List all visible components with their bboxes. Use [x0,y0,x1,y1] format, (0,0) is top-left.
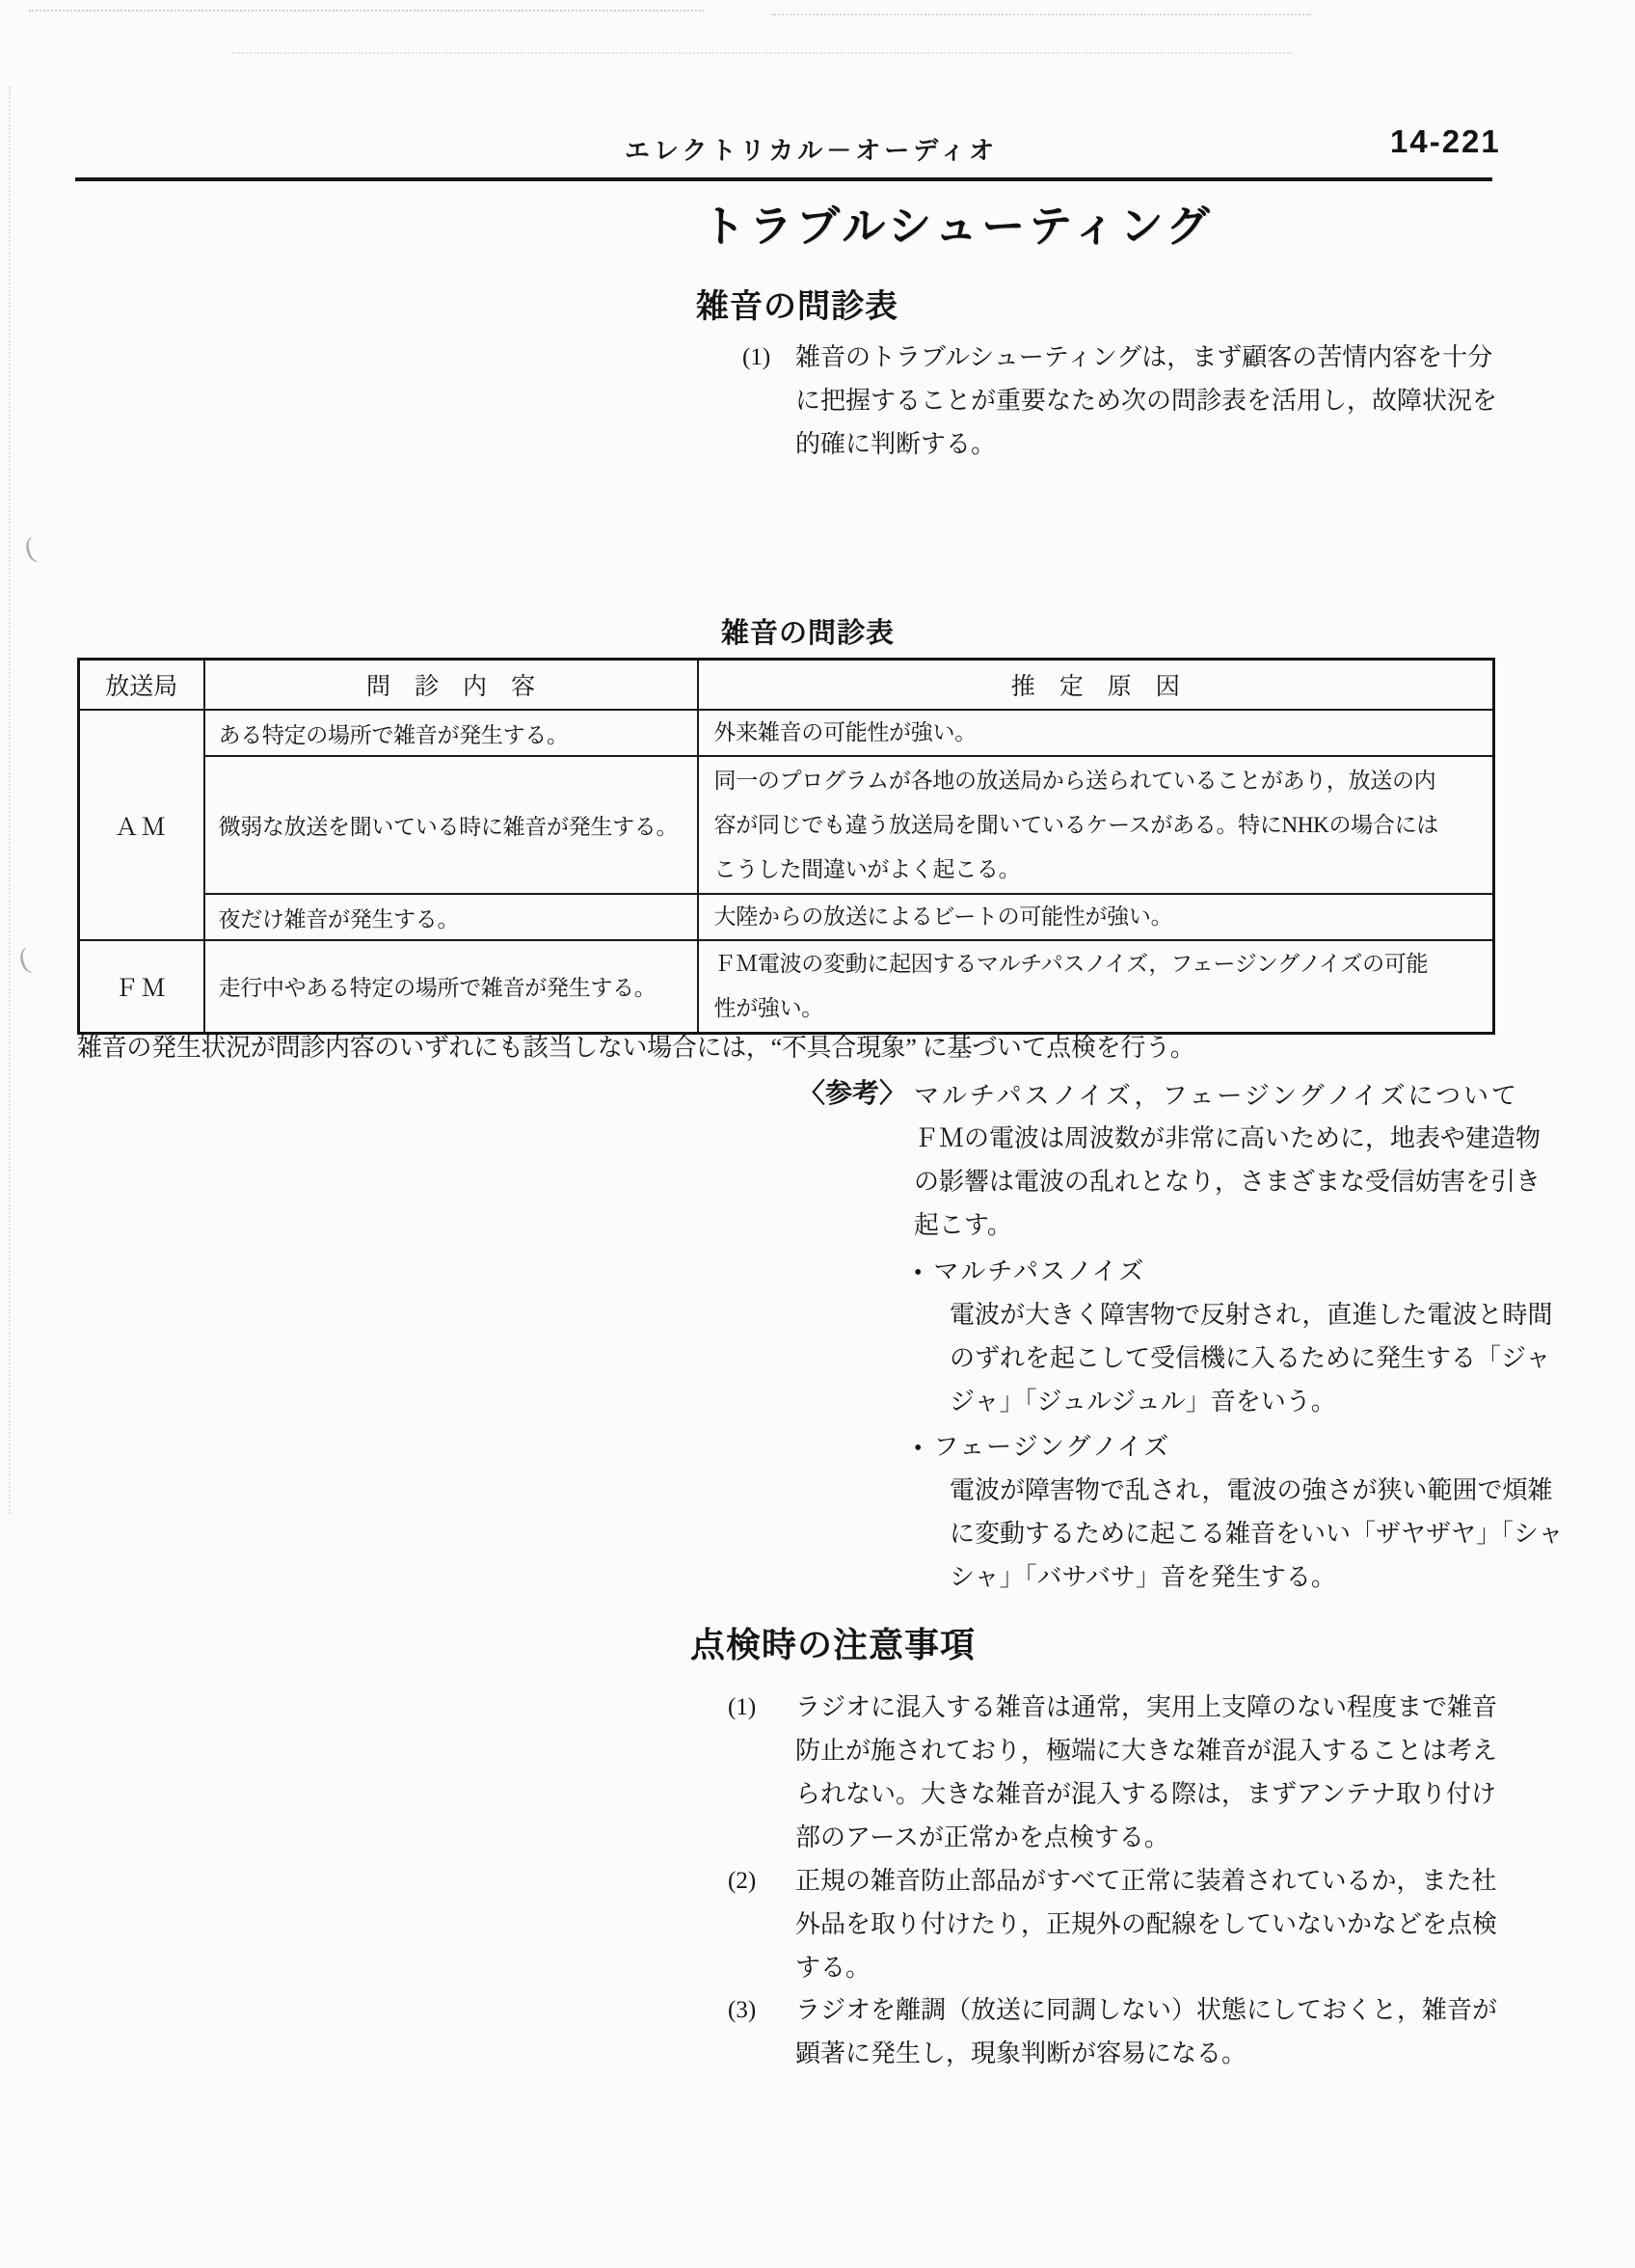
scan-smudge: ( [15,942,33,976]
reference-title: マルチパスノイズ，フェージングノイズについて [914,1082,1519,1110]
symptom-cell: 走行中やある特定の場所で雑音が発生する。 [204,940,698,1033]
text-line: ラジオを離調（放送に同調しない）状態にしておくと，雑音が [795,1996,1498,2024]
table-footnote: 雑音の発生状況が問診内容のいずれにも該当しない場合には，“不具合現象” に基づいて点検を行う。 [77,1034,1195,1062]
bullet-icon: • [914,1260,925,1285]
table-row [79,756,1494,894]
symptom-cell: 微弱な放送を聞いている時に雑音が発生する。 [204,756,698,894]
text-line: 電波が障害物で乱され，電波の強さが狭い範囲で煩雑 [950,1476,1553,1504]
list-marker: (2) [728,1868,757,1894]
inspection-item-text [795,1988,1497,2075]
text-line: ＦＭの電波は周波数が非常に高いために，地表や建造物 [914,1124,1541,1152]
scan-noise-strip [29,10,704,12]
table-row [79,940,1494,1033]
text-line: られない。大きな雑音が混入する際は，まずアンテナ取り付け [795,1780,1496,1808]
col-header-station: 放送局 [79,660,204,711]
reference-bullet-fading [914,1427,1170,1463]
text-line: 容が同じでも違う放送局を聞いているケースがある。特にNHKの場合には [713,812,1438,837]
scan-margin-artifact [9,87,11,1514]
text-line: ラジオに混入する雑音は通常，実用上支障のない程度まで雑音 [795,1693,1498,1721]
col-header-cause: 推 定 原 因 [698,660,1494,711]
text-line: 同一のプログラムが各地の放送局から送られていることがあり，放送の内 [713,768,1436,793]
text-line: 性が強い。 [713,995,824,1020]
list-marker: (1) [728,1694,757,1720]
station-cell-fm: ＦＭ [79,940,204,1033]
text-line: のずれを起こして受信機に入るために発生する「ジャ [950,1344,1551,1372]
table-row [79,894,1494,940]
scan-noise-strip [231,52,1292,54]
text-line: シャ」「バサバサ」音を発生する。 [950,1563,1336,1591]
text-line: 外品を取り付けたり，正規外の配線をしていないかなどを点検 [795,1910,1498,1938]
scan-noise-strip [771,14,1311,15]
reference-bullet-fading-body [950,1469,1563,1599]
table-caption: 雑音の問診表 [721,618,896,649]
text-line: 顕著に発生し，現象判断が容易になる。 [795,2039,1247,2067]
text-line: する。 [795,1954,871,1982]
list-marker: (1) [742,344,771,370]
cause-cell [698,756,1494,894]
text-line: に把握することが重要なため次の問診表を活用し，故障状況を [795,387,1498,415]
text-line: 的確に判断する。 [795,430,997,458]
bullet-term: フェージングノイズ [933,1433,1171,1461]
bullet-term: マルチパスノイズ [933,1257,1146,1285]
reference-label: 〈参考〉 [798,1078,907,1108]
col-header-symptom: 問 診 内 容 [204,660,698,711]
scan-smudge: ( [21,531,39,565]
intro-paragraph-text [795,336,1497,466]
text-line: 正規の雑音防止部品がすべて正常に装着されているか，また社 [795,1867,1497,1895]
text-line: 部のアースが正常かを点検する。 [795,1823,1169,1851]
page-number: 14-221 [1390,123,1501,159]
text-line: 防止が施されており，極端に大きな雑音が混入することは考え [795,1737,1498,1765]
cause-cell [698,894,1494,940]
noise-questionnaire-table [77,658,1495,1035]
bullet-icon: • [914,1436,925,1461]
reference-bullet-multipath-body [950,1293,1553,1423]
table-header-row [79,660,1494,711]
inspection-item-text [795,1859,1497,1989]
reference-intro [914,1117,1541,1247]
cause-cell [698,940,1494,1033]
reference-bullet-multipath [914,1252,1145,1287]
text-line: ＦＭ電波の変動に起因するマルチパスノイズ，フェージングノイズの可能 [713,951,1429,976]
text-line: こうした間違いがよく起こる。 [713,856,1021,881]
section-heading-questionnaire: 雑音の問診表 [696,288,898,325]
list-marker: (3) [728,1997,757,2023]
header-section-title: エレクトリカル－オーディオ [625,136,999,165]
symptom-cell: 夜だけ雑音が発生する。 [204,894,698,940]
text-line: 外来雑音の可能性が強い。 [713,720,977,744]
header-rule [75,177,1492,181]
text-line: 起こす。 [914,1211,1012,1239]
text-line: 電波が大きく障害物で反射され，直進した電波と時間 [950,1301,1553,1329]
cause-cell [698,710,1494,756]
text-line: 雑音のトラブルシューティングは，まず顧客の苦情内容を十分 [795,343,1493,371]
text-line: ジャ」「ジュルジュル」音をいう。 [950,1388,1336,1416]
text-line: に変動するために起こる雑音をいい「ザヤザヤ」「シャ [950,1520,1564,1548]
station-cell-am: ＡＭ [79,710,204,940]
section-heading-inspection: 点検時の注意事項 [690,1625,977,1664]
table-row [79,710,1494,756]
text-line: 大陸からの放送によるビートの可能性が強い。 [713,904,1173,929]
symptom-cell: ある特定の場所で雑音が発生する。 [204,710,698,756]
page-title: トラブルシューティング [702,202,1214,251]
text-line: の影響は電波の乱れとなり，さまざまな受信妨害を引き [914,1168,1541,1196]
inspection-item-text [795,1686,1497,1859]
